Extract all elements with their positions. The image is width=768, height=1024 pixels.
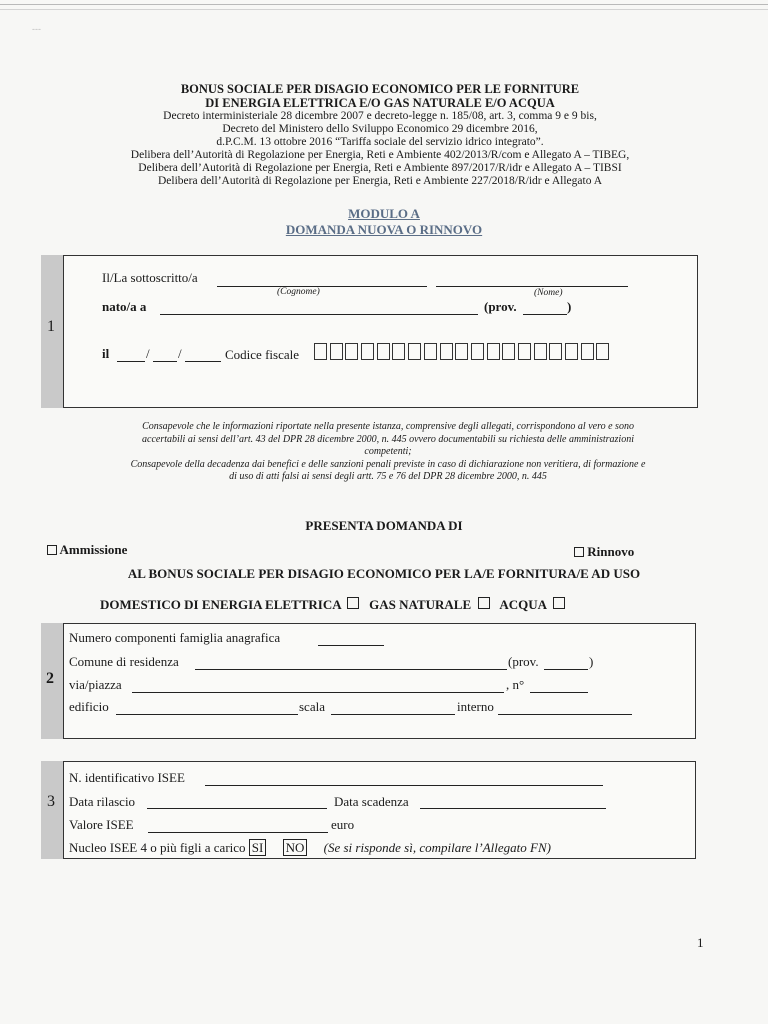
- renewal-checkbox[interactable]: [574, 547, 584, 557]
- request-line: AL BONUS SOCIALE PER DISAGIO ECONOMICO PER LA/E FORNITURA/E AD USO: [127, 566, 641, 581]
- declaration-line: Consapevole della decadenza dai benefici e delle sanzioni penali previste in caso di dichiarazione non veritiera, di formazione e: [130, 458, 646, 470]
- admission-option[interactable]: [47, 542, 127, 558]
- municipality-label: Comune di residenza: [69, 654, 179, 669]
- children-note: (Se si risponde sì, compilare l’Allegato FN): [323, 840, 551, 855]
- water-label: ACQUA: [499, 597, 547, 612]
- stair-field[interactable]: [331, 714, 455, 715]
- legal-reference: Delibera dell’Autorità di Regolazione per Energia, Reti e Ambiente 897/2017/R/idr e Allegato A – TIBSI: [138, 162, 622, 174]
- family-members-label: Numero componenti famiglia anagrafica: [69, 630, 281, 645]
- declaration-line: di uso di atti falsi ai sensi degli artt. 75 e 76 del DPR 28 dicembre 2000, n. 445: [229, 471, 547, 482]
- form-title: [0, 206, 768, 238]
- title-line: BONUS SOCIALE PER DISAGIO ECONOMICO PER LE FORNITURE: [180, 82, 580, 96]
- admission-checkbox[interactable]: [47, 545, 57, 555]
- family-members-field[interactable]: [318, 645, 384, 646]
- renewal-label: Rinnovo: [587, 544, 635, 559]
- declaration-line: Consapevole che le informazioni riportate nella presente istanza, comprensive degli allegati, corrispondono al vero e sono: [142, 421, 634, 432]
- residence-prov-field[interactable]: [544, 669, 588, 670]
- interior-field[interactable]: [498, 714, 632, 715]
- birth-month-field[interactable]: [153, 361, 177, 362]
- birth-year-field[interactable]: [185, 361, 221, 362]
- water-checkbox[interactable]: [553, 597, 565, 609]
- civic-number-field[interactable]: [530, 692, 588, 693]
- building-label: edificio: [69, 699, 109, 714]
- section-number: 1: [47, 318, 55, 335]
- surname-hint: (Cognome): [277, 287, 320, 297]
- name-field[interactable]: [436, 286, 628, 287]
- legal-reference: Decreto del Ministero dello Sviluppo Economico 29 dicembre 2016,: [222, 123, 538, 135]
- isee-value-label: Valore ISEE: [69, 817, 134, 832]
- renewal-option[interactable]: [574, 544, 634, 560]
- legal-reference: d.P.C.M. 13 ottobre 2016 “Tariffa sociale del servizio idrico integrato”.: [216, 136, 544, 148]
- fiscal-code-boxes[interactable]: [314, 343, 612, 360]
- scan-edge: [0, 9, 768, 10]
- prov-close: ): [567, 299, 572, 314]
- stair-label: scala: [299, 699, 325, 714]
- born-label: nato/a a: [102, 299, 147, 314]
- legal-reference: Delibera dell’Autorità di Regolazione per Energia, Reti e Ambiente 227/2018/R/idr e Allegato A: [157, 175, 603, 187]
- declaration-line: competenti;: [364, 446, 412, 457]
- prov-label: (prov.: [484, 299, 517, 314]
- admission-label: Ammissione: [59, 542, 128, 557]
- currency-label: euro: [331, 817, 355, 832]
- gas-label: GAS NATURALE: [369, 597, 472, 612]
- surname-field[interactable]: [217, 286, 427, 287]
- scan-mark: ‐‐‐: [32, 24, 41, 34]
- prov-label: (prov.: [508, 654, 539, 669]
- name-hint: (Nome): [534, 288, 563, 298]
- street-field[interactable]: [132, 692, 504, 693]
- page-number: 1: [697, 935, 704, 950]
- issue-date-field[interactable]: [147, 808, 327, 809]
- expiry-date-field[interactable]: [420, 808, 606, 809]
- date-separator: /: [146, 346, 150, 361]
- module-title: MODULO A: [348, 206, 420, 221]
- yes-option[interactable]: SI: [249, 839, 267, 856]
- document-header: [60, 82, 700, 188]
- electricity-checkbox[interactable]: [347, 597, 359, 609]
- children-label: Nucleo ISEE 4 o più figli a carico: [69, 840, 246, 855]
- date-separator: /: [178, 346, 182, 361]
- declaration-text: [58, 421, 718, 484]
- date-label: il: [102, 346, 110, 361]
- birth-prov-field[interactable]: [523, 314, 567, 315]
- scan-edge: [0, 4, 768, 5]
- birth-day-field[interactable]: [117, 361, 145, 362]
- electricity-label: DOMESTICO DI ENERGIA ELETTRICA: [100, 597, 341, 612]
- prov-close: ): [589, 654, 594, 669]
- building-field[interactable]: [116, 714, 298, 715]
- isee-id-field[interactable]: [205, 785, 603, 786]
- birthplace-field[interactable]: [160, 314, 478, 315]
- section-number: 3: [47, 793, 55, 810]
- civic-number-label: , n°: [506, 677, 525, 692]
- street-label: via/piazza: [69, 677, 122, 692]
- expiry-date-label: Data scadenza: [334, 794, 409, 809]
- legal-reference: Decreto interministeriale 28 dicembre 2007 e decreto-legge n. 185/08, art. 3, comma 9 e 9 bis,: [163, 110, 597, 122]
- interior-label: interno: [457, 699, 494, 714]
- module-subtitle: DOMANDA NUOVA O RINNOVO: [285, 222, 483, 237]
- section-number: 2: [46, 670, 54, 687]
- no-option[interactable]: NO: [283, 839, 308, 856]
- children-row: [69, 840, 551, 856]
- title-line: DI ENERGIA ELETTRICA E/O GAS NATURALE E/O ACQUA: [205, 96, 555, 110]
- gas-checkbox[interactable]: [478, 597, 490, 609]
- isee-id-label: N. identificativo ISEE: [69, 770, 185, 785]
- supply-type-line: [100, 597, 565, 613]
- legal-reference: Delibera dell’Autorità di Regolazione per Energia, Reti e Ambiente 402/2013/R/com e Allegato A – TIBEG,: [130, 149, 630, 161]
- undersigned-label: Il/La sottoscritto/a: [102, 270, 198, 285]
- issue-date-label: Data rilascio: [69, 794, 136, 809]
- request-heading: PRESENTA DOMANDA DI: [305, 518, 463, 533]
- declaration-line: accertabili ai sensi dell’art. 43 del DPR 28 dicembre 2000, n. 445 ovvero documentabili su richiesta delle amministrazioni: [142, 433, 634, 445]
- fiscal-code-label: Codice fiscale: [225, 347, 299, 362]
- municipality-field[interactable]: [195, 669, 507, 670]
- isee-value-field[interactable]: [148, 832, 328, 833]
